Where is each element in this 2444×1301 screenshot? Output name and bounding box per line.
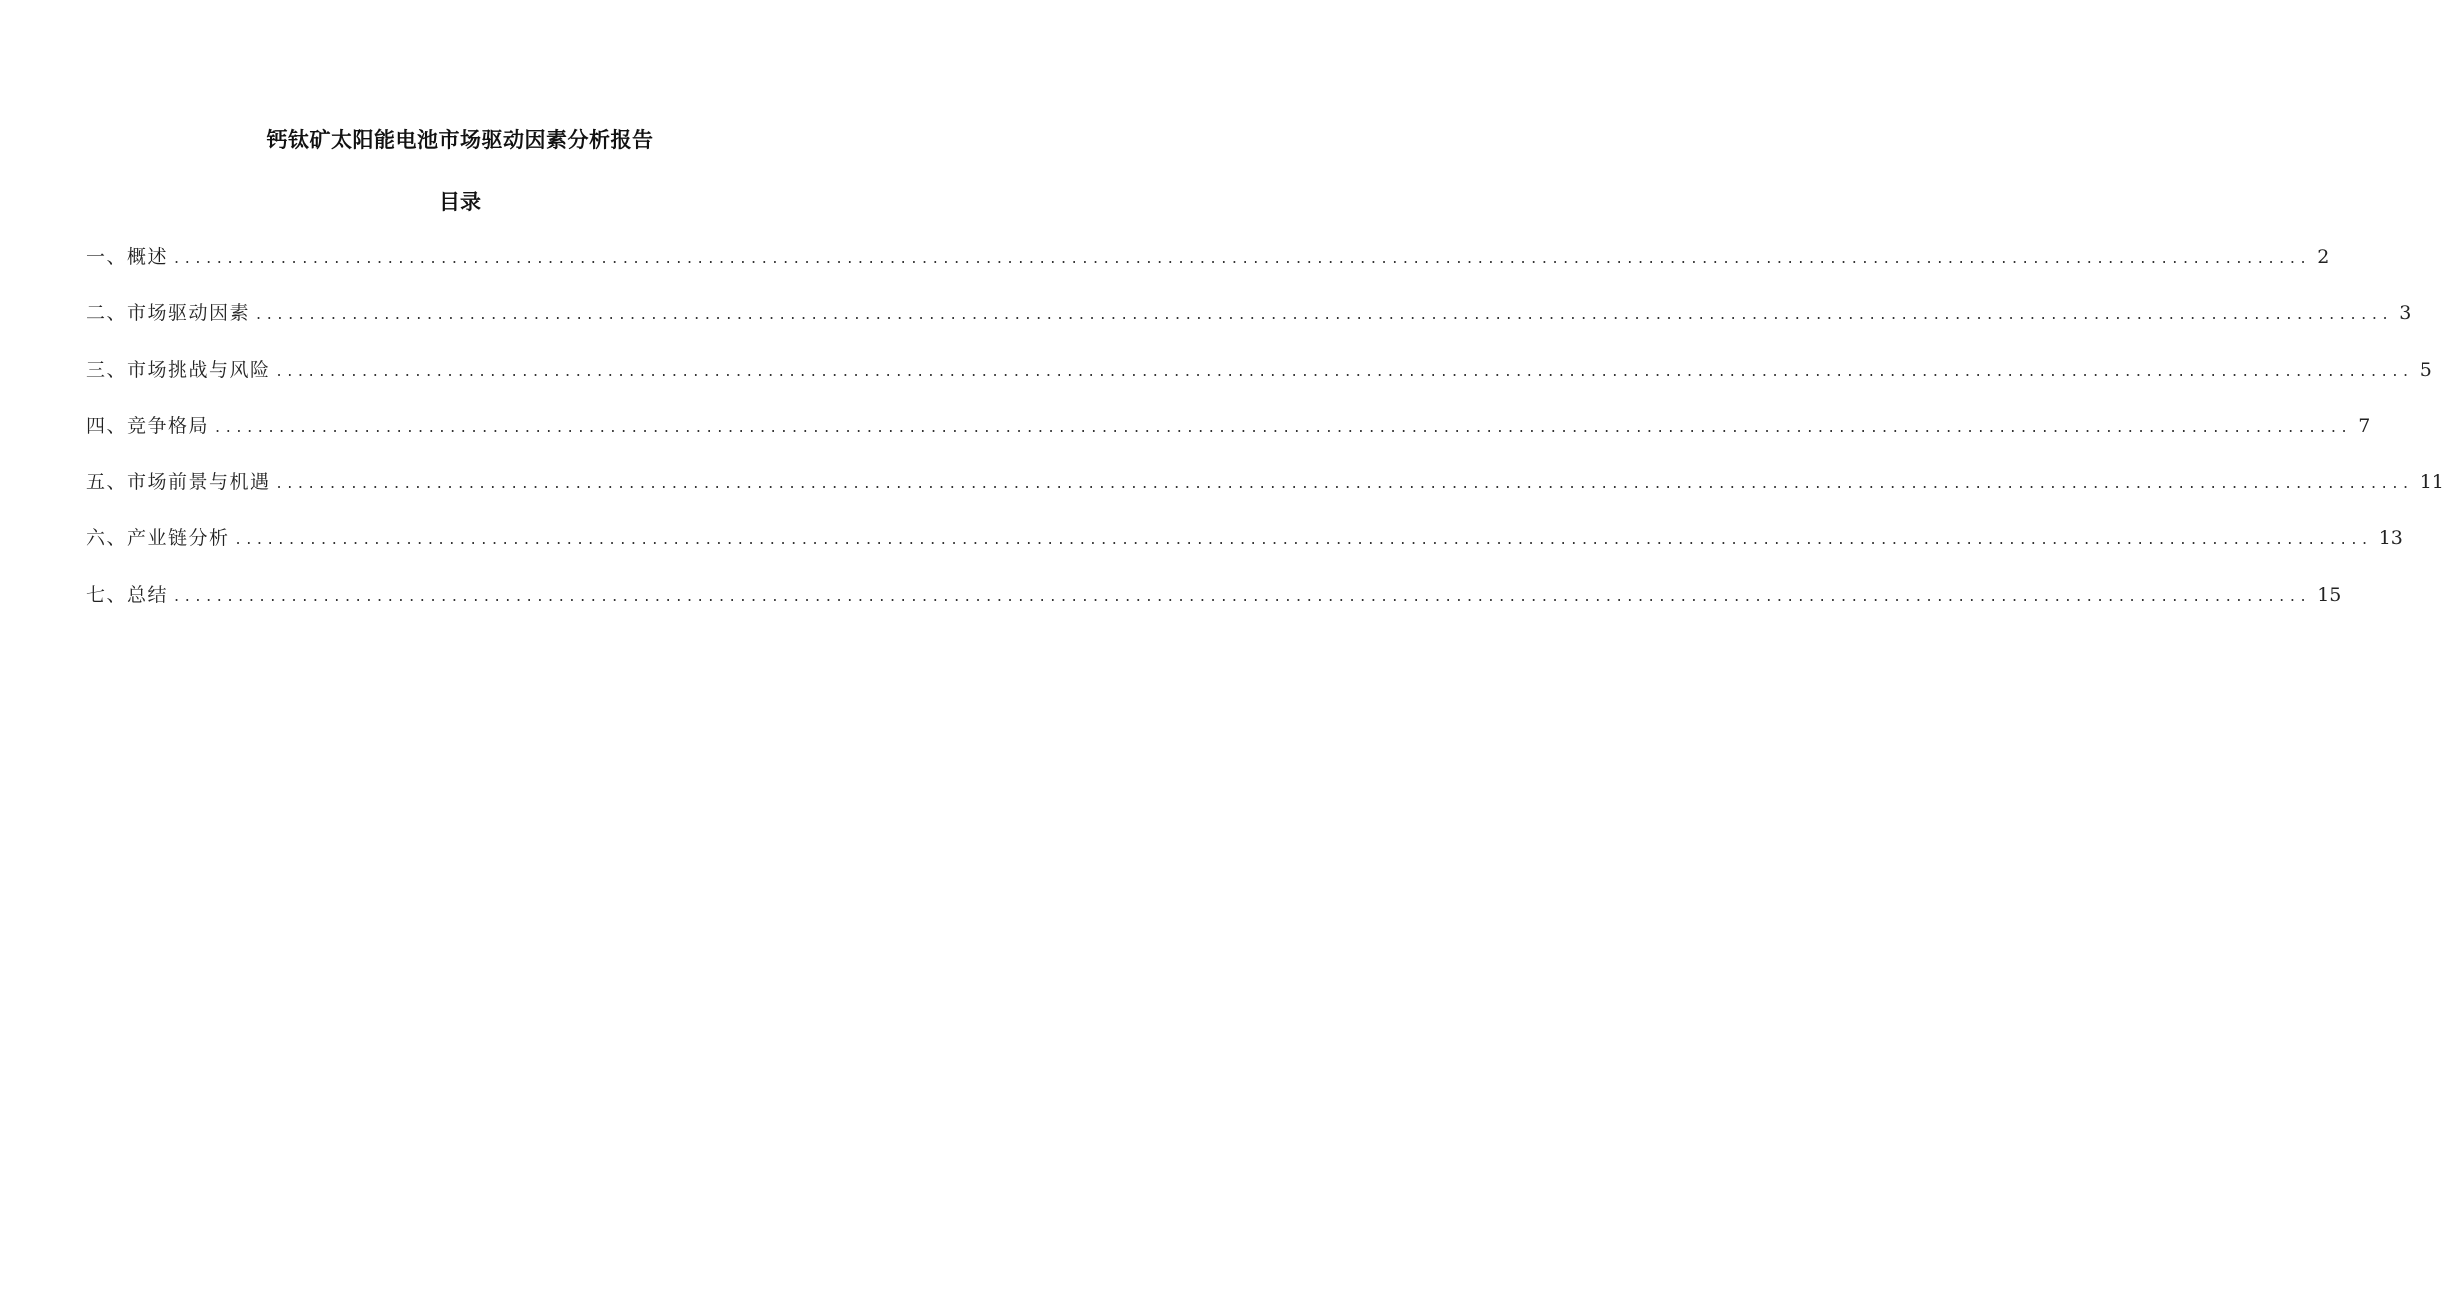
toc-entry-summary[interactable]	[86, 580, 2342, 636]
toc-entry-outlook-opportunities[interactable]	[86, 467, 2444, 523]
toc-entry-page: 15	[2317, 583, 2342, 606]
toc-dot-leader: ........................................................................................................................................................................................................	[215, 416, 2353, 436]
toc-dot-leader: ........................................................................................................................................................................................................	[256, 304, 2394, 324]
toc-entry-label: 二、市场驱动因素	[86, 302, 251, 325]
toc-entry-page: 13	[2378, 527, 2403, 550]
table-of-contents	[86, 242, 2444, 636]
toc-entry-label: 七、总结	[86, 583, 169, 606]
toc-entry-industry-chain[interactable]	[86, 523, 2403, 579]
toc-dot-leader: ........................................................................................................................................................................................................	[276, 360, 2414, 380]
toc-dot-leader: ........................................................................................................................................................................................................	[276, 473, 2414, 493]
toc-entry-competition[interactable]	[86, 411, 2371, 467]
toc-entry-label: 四、竞争格局	[86, 414, 210, 437]
toc-entry-page: 7	[2358, 414, 2371, 437]
toc-heading: 目录	[439, 190, 481, 214]
toc-entry-label: 五、市场前景与机遇	[86, 471, 271, 494]
toc-entry-page: 11	[2419, 471, 2444, 494]
toc-entry-challenges-risks[interactable]	[86, 355, 2432, 411]
toc-entry-label: 一、概述	[86, 246, 169, 268]
toc-dot-leader: ........................................................................................................................................................................................................	[174, 585, 2312, 605]
toc-entry-label: 六、产业链分析	[86, 527, 230, 550]
toc-entry-page: 2	[2317, 246, 2330, 268]
toc-entry-market-drivers[interactable]	[86, 298, 2412, 354]
toc-entry-page: 5	[2419, 358, 2432, 381]
toc-dot-leader: ........................................................................................................................................................................................................	[174, 248, 2312, 267]
toc-entry-page: 3	[2399, 302, 2412, 325]
toc-dot-leader: ........................................................................................................................................................................................................	[235, 529, 2373, 549]
toc-entry-overview[interactable]	[86, 242, 2330, 298]
document-title: 钙钛矿太阳能电池市场驱动因素分析报告	[266, 128, 654, 152]
toc-entry-label: 三、市场挑战与风险	[86, 358, 271, 381]
